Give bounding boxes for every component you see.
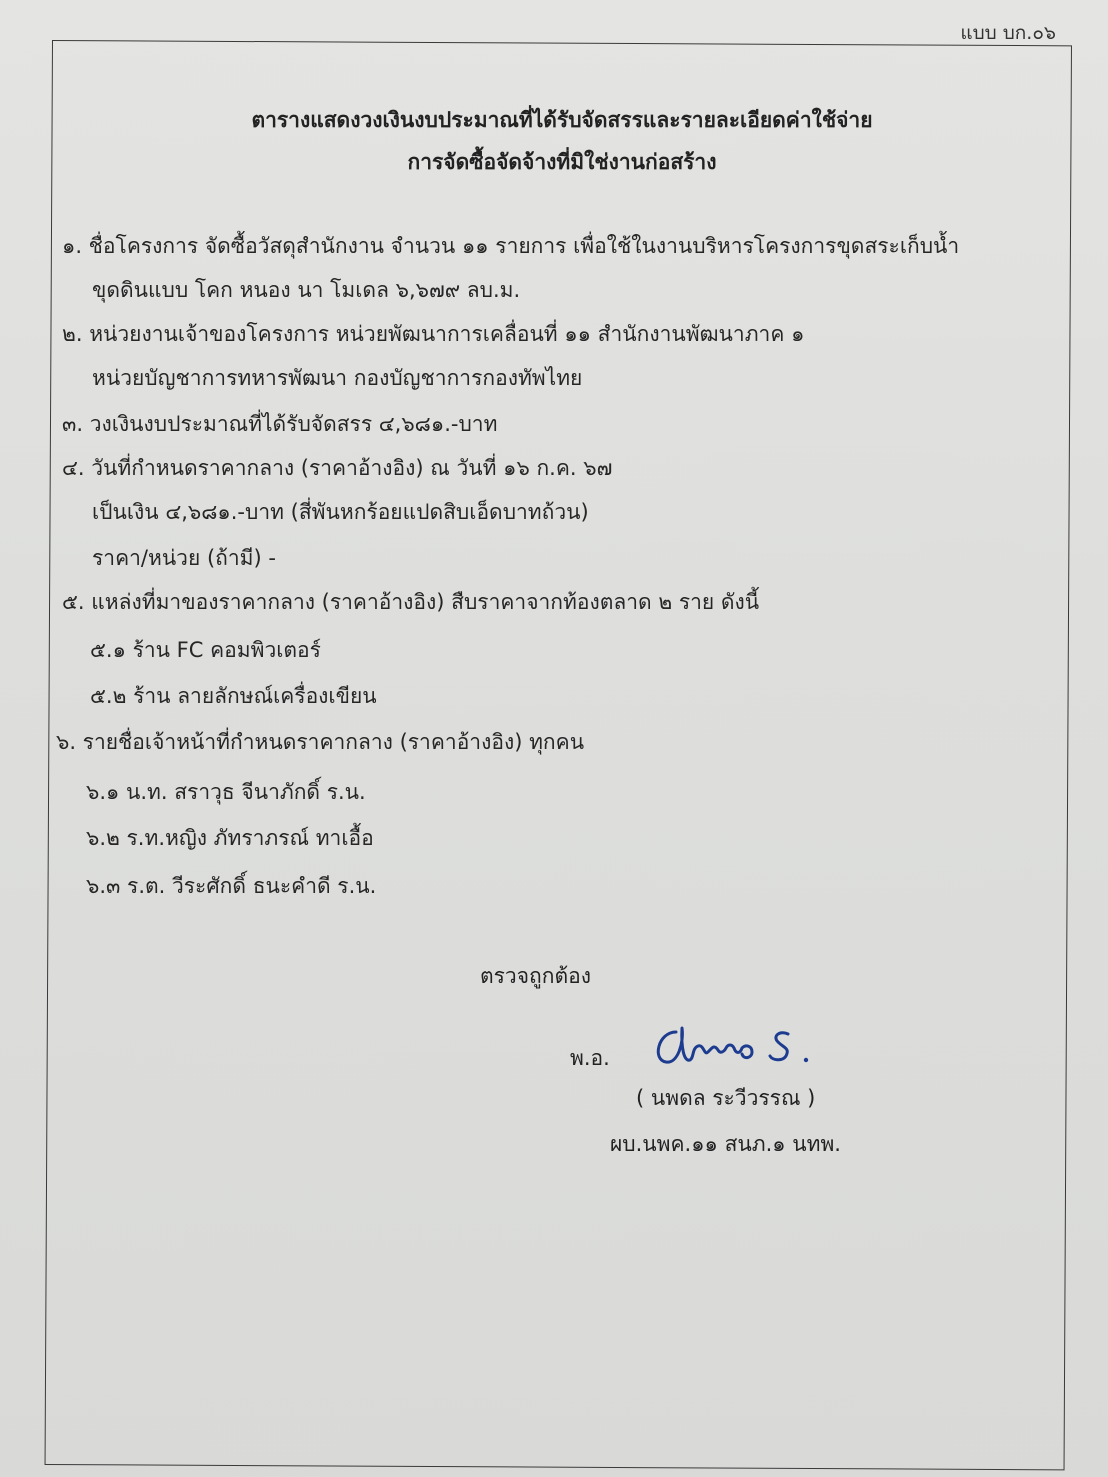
item-6-2: ๖.๒ ร.ท.หญิง ภัทราภรณ์ ทาเอื้อ xyxy=(86,826,374,850)
item-6-3: ๖.๓ ร.ต. วีระศักดิ์ ธนะคำดี ร.น. xyxy=(86,874,377,898)
item-2-line1: ๒. หน่วยงานเจ้าของโครงการ หน่วยพัฒนาการเคลื่อนที่ ๑๑ สำนักงานพัฒนาภาค ๑ xyxy=(62,322,805,346)
item-6: ๖. รายชื่อเจ้าหน้าที่กำหนดราคากลาง (ราคาอ้างอิง) ทุกคน xyxy=(56,730,585,754)
item-5-1: ๕.๑ ร้าน FC คอมพิวเตอร์ xyxy=(90,638,321,662)
form-code: แบบ บก.๐๖ xyxy=(960,22,1056,44)
signer-name: ( นพดล ระวีวรรณ ) xyxy=(636,1086,816,1110)
item-5-2: ๕.๒ ร้าน ลายลักษณ์เครื่องเขียน xyxy=(90,684,377,708)
document-title-line1: ตารางแสดงวงเงินงบประมาณที่ได้รับจัดสรรและรายละเอียดค่าใช้จ่าย xyxy=(251,108,873,132)
item-2-line2: หน่วยบัญชาการทหารพัฒนา กองบัญชาการกองทัพไทย xyxy=(92,366,583,390)
item-3: ๓. วงเงินงบประมาณที่ได้รับจัดสรร ๔,๖๘๑.-บาท xyxy=(62,412,498,436)
handwritten-signature xyxy=(648,1012,848,1082)
signer-position: ผบ.นพค.๑๑ สนภ.๑ นทพ. xyxy=(610,1132,841,1156)
item-1-line1: ๑. ชื่อโครงการ จัดซื้อวัสดุสำนักงาน จำนวน ๑๑ รายการ เพื่อใช้ในงานบริหารโครงการขุดสระเก็บน้ำ xyxy=(62,234,960,258)
document-title-line2: การจัดซื้อจัดจ้างที่มิใช่งานก่อสร้าง xyxy=(407,150,717,174)
verify-label: ตรวจถูกต้อง xyxy=(480,964,591,988)
item-4-line2: เป็นเงิน ๔,๖๘๑.-บาท (สี่พันหกร้อยแปดสิบเอ็ดบาทถ้วน) xyxy=(92,500,589,524)
item-1-line2: ขุดดินแบบ โคก หนอง นา โมเดล ๖,๖๗๙ ลบ.ม. xyxy=(92,278,521,302)
item-5: ๕. แหล่งที่มาของราคากลาง (ราคาอ้างอิง) สืบราคาจากท้องตลาด ๒ ราย ดังนี้ xyxy=(62,590,760,614)
signer-rank: พ.อ. xyxy=(570,1046,610,1070)
item-4-line3: ราคา/หน่วย (ถ้ามี) - xyxy=(92,546,276,570)
item-6-1: ๖.๑ น.ท. สราวุธ จีนาภักดิ์ ร.น. xyxy=(86,780,366,804)
item-4-line1: ๔. วันที่กำหนดราคากลาง (ราคาอ้างอิง) ณ วันที่ ๑๖ ก.ค. ๖๗ xyxy=(62,456,613,480)
